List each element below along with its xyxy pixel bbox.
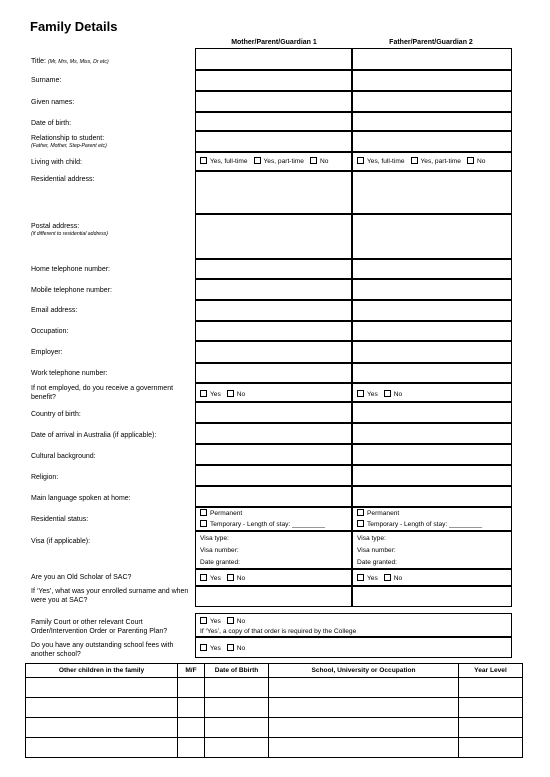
living-options-row-1 bbox=[200, 157, 328, 166]
occupation-input-1[interactable] bbox=[195, 321, 352, 341]
child-gender-cell[interactable] bbox=[178, 678, 205, 698]
checkbox-icon[interactable] bbox=[227, 617, 234, 624]
residential-address-input-1[interactable] bbox=[195, 171, 352, 214]
fees-yes[interactable]: Yes bbox=[200, 645, 221, 652]
fees-no[interactable]: No bbox=[227, 645, 245, 652]
title-label: Title: (Mr, Mrs, Ms, Miss, Dr etc) bbox=[31, 58, 109, 65]
dob-input-1[interactable] bbox=[195, 112, 352, 131]
child-dob-cell[interactable] bbox=[205, 678, 269, 698]
language-label: Main language spoken at home: bbox=[31, 495, 131, 502]
status-temporary-1[interactable]: Temporary - Length of stay: _________ bbox=[200, 520, 325, 529]
residential-status-label: Residential status: bbox=[31, 516, 89, 523]
employer-input-2[interactable] bbox=[352, 341, 512, 363]
country-input-2[interactable] bbox=[352, 402, 512, 423]
postal-address-label: Postal address: (if different to residential address) bbox=[31, 222, 196, 238]
checkbox-icon[interactable] bbox=[411, 157, 418, 164]
checkbox-icon[interactable] bbox=[200, 520, 207, 527]
court-order-no[interactable]: No bbox=[227, 618, 245, 625]
child-name-cell[interactable] bbox=[26, 698, 178, 718]
old-scholar-yes-1[interactable]: Yes bbox=[200, 575, 221, 582]
religion-label: Religion: bbox=[31, 474, 59, 481]
checkbox-icon[interactable] bbox=[254, 157, 261, 164]
home-phone-label: Home telephone number: bbox=[31, 266, 110, 273]
court-order-label: Family Court or other relevant Court Order/Intervention Order or Parenting Plan? bbox=[31, 619, 168, 635]
header-school: School, University or Occupation bbox=[269, 664, 459, 678]
checkbox-icon[interactable] bbox=[227, 644, 234, 651]
residential-address-label: Residential address: bbox=[31, 176, 95, 183]
column-header-guardian-1: Mother/Parent/Guardian 1 bbox=[231, 39, 317, 46]
checkbox-icon[interactable] bbox=[200, 617, 207, 624]
arrival-input-1[interactable] bbox=[195, 423, 352, 444]
child-dob-cell[interactable] bbox=[205, 718, 269, 738]
child-name-cell[interactable] bbox=[26, 718, 178, 738]
outstanding-fees-label: Do you have any outstanding school fees with another school? bbox=[31, 642, 174, 658]
postal-address-input-2[interactable] bbox=[352, 214, 512, 259]
enrolled-surname-input-1[interactable] bbox=[195, 586, 352, 607]
work-phone-label: Work telephone number: bbox=[31, 370, 108, 377]
given-names-label: Given names: bbox=[31, 99, 75, 106]
benefit-options-row-1 bbox=[200, 390, 245, 399]
table-row bbox=[26, 678, 523, 698]
relationship-label: Relationship to student: (Father, Mother, Step-Parent etc) bbox=[31, 134, 196, 150]
old-scholar-no-1[interactable]: No bbox=[227, 575, 245, 582]
mobile-input-1[interactable] bbox=[195, 279, 352, 300]
mobile-input-2[interactable] bbox=[352, 279, 512, 300]
child-year-cell[interactable] bbox=[459, 718, 523, 738]
dob-input-2[interactable] bbox=[352, 112, 512, 131]
home-phone-input-1[interactable] bbox=[195, 259, 352, 279]
postal-hint: (if different to residential address) bbox=[31, 231, 108, 237]
residential-address-input-2[interactable] bbox=[352, 171, 512, 214]
court-order-options bbox=[200, 617, 245, 626]
checkbox-icon[interactable] bbox=[357, 157, 364, 164]
living-yes-fulltime-2[interactable]: Yes, full-time bbox=[357, 158, 405, 165]
living-label: Living with child: bbox=[31, 159, 82, 166]
child-school-cell[interactable] bbox=[269, 678, 459, 698]
child-gender-cell[interactable] bbox=[178, 738, 205, 758]
child-gender-cell[interactable] bbox=[178, 698, 205, 718]
table-row bbox=[26, 698, 523, 718]
court-order-note: If ‘Yes’, a copy of that order is required by the College bbox=[200, 628, 357, 635]
benefit-label: If not employed, do you receive a government benefit? bbox=[31, 385, 174, 401]
relationship-input-2[interactable] bbox=[352, 131, 512, 152]
postal-address-input-1[interactable] bbox=[195, 214, 352, 259]
surname-input-2[interactable] bbox=[352, 70, 512, 91]
surname-label: Surname: bbox=[31, 77, 62, 84]
status-permanent-2[interactable]: Permanent bbox=[357, 509, 399, 518]
checkbox-icon[interactable] bbox=[357, 390, 364, 397]
title-hint: (Mr, Mrs, Ms, Miss, Dr etc) bbox=[47, 59, 109, 65]
title-input-2[interactable] bbox=[352, 48, 512, 70]
checkbox-icon[interactable] bbox=[310, 157, 317, 164]
employer-input-1[interactable] bbox=[195, 341, 352, 363]
visa-date-granted-2: Date granted: bbox=[357, 559, 397, 566]
child-school-cell[interactable] bbox=[269, 718, 459, 738]
old-scholar-yes-2[interactable]: Yes bbox=[357, 575, 378, 582]
child-school-cell[interactable] bbox=[269, 698, 459, 718]
living-yes-fulltime-1[interactable]: Yes, full-time bbox=[200, 158, 248, 165]
language-input-1[interactable] bbox=[195, 486, 352, 507]
surname-input-1[interactable] bbox=[195, 70, 352, 91]
benefit-yes-1[interactable]: Yes bbox=[200, 391, 221, 398]
title-input-1[interactable] bbox=[195, 48, 352, 70]
enrolled-surname-input-2[interactable] bbox=[352, 586, 512, 607]
checkbox-icon[interactable] bbox=[200, 390, 207, 397]
religion-input-1[interactable] bbox=[195, 465, 352, 486]
religion-input-2[interactable] bbox=[352, 465, 512, 486]
benefit-options-row-2 bbox=[357, 390, 402, 399]
old-scholar-no-2[interactable]: No bbox=[384, 575, 402, 582]
checkbox-icon[interactable] bbox=[200, 509, 207, 516]
email-label: Email address: bbox=[31, 307, 78, 314]
old-scholar-label: Are you an Old Scholar of SAC? bbox=[31, 574, 132, 581]
visa-number-1: Visa number: bbox=[200, 547, 239, 554]
language-input-2[interactable] bbox=[352, 486, 512, 507]
benefit-no-1[interactable]: No bbox=[227, 391, 245, 398]
occupation-input-2[interactable] bbox=[352, 321, 512, 341]
benefit-yes-2[interactable]: Yes bbox=[357, 391, 378, 398]
visa-type-2: Visa type: bbox=[357, 535, 386, 542]
table-row bbox=[26, 738, 523, 758]
child-school-cell[interactable] bbox=[269, 738, 459, 758]
cultural-label: Cultural background: bbox=[31, 453, 96, 460]
mobile-label: Mobile telephone number: bbox=[31, 287, 112, 294]
country-input-1[interactable] bbox=[195, 402, 352, 423]
email-input-1[interactable] bbox=[195, 300, 352, 321]
living-yes-parttime-2[interactable]: Yes, part-time bbox=[411, 158, 461, 165]
dob-label: Date of birth: bbox=[31, 120, 72, 127]
child-gender-cell[interactable] bbox=[178, 718, 205, 738]
arrival-label: Date of arrival in Australia (if applicable): bbox=[31, 432, 157, 439]
occupation-label: Occupation: bbox=[31, 328, 69, 335]
status-temporary-2[interactable]: Temporary - Length of stay: _________ bbox=[357, 520, 482, 529]
visa-date-granted-1: Date granted: bbox=[200, 559, 240, 566]
child-dob-cell[interactable] bbox=[205, 738, 269, 758]
child-name-cell[interactable] bbox=[26, 738, 178, 758]
relationship-hint: (Father, Mother, Step-Parent etc) bbox=[31, 143, 107, 149]
table-header-row bbox=[26, 664, 523, 678]
home-phone-input-2[interactable] bbox=[352, 259, 512, 279]
page-title: Family Details bbox=[30, 19, 118, 34]
given-names-input-1[interactable] bbox=[195, 91, 352, 112]
living-yes-parttime-1[interactable]: Yes, part-time bbox=[254, 158, 304, 165]
enrolled-surname-label: If ‘Yes’, what was your enrolled surname and when were you at SAC? bbox=[31, 588, 189, 604]
work-phone-input-2[interactable] bbox=[352, 363, 512, 383]
checkbox-icon[interactable] bbox=[357, 520, 364, 527]
header-gender: M/F bbox=[178, 664, 205, 678]
employer-label: Employer: bbox=[31, 349, 63, 356]
header-year-level: Year Level bbox=[459, 664, 523, 678]
living-no-2[interactable]: No bbox=[467, 158, 485, 165]
cultural-input-2[interactable] bbox=[352, 444, 512, 465]
status-permanent-1[interactable]: Permanent bbox=[200, 509, 242, 518]
header-other-children: Other children in the family bbox=[26, 664, 178, 678]
other-children-table bbox=[25, 663, 523, 758]
old-scholar-options-row-1 bbox=[200, 574, 245, 583]
column-header-guardian-2: Father/Parent/Guardian 2 bbox=[389, 39, 473, 46]
checkbox-icon[interactable] bbox=[467, 157, 474, 164]
relationship-input-1[interactable] bbox=[195, 131, 352, 152]
fees-options bbox=[200, 644, 245, 653]
arrival-input-2[interactable] bbox=[352, 423, 512, 444]
visa-number-2: Visa number: bbox=[357, 547, 396, 554]
given-names-input-2[interactable] bbox=[352, 91, 512, 112]
table-row bbox=[26, 718, 523, 738]
email-input-2[interactable] bbox=[352, 300, 512, 321]
checkbox-icon[interactable] bbox=[384, 574, 391, 581]
child-year-cell[interactable] bbox=[459, 738, 523, 758]
visa-label: Visa (if applicable): bbox=[31, 538, 91, 545]
old-scholar-options-row-2 bbox=[357, 574, 402, 583]
child-dob-cell[interactable] bbox=[205, 698, 269, 718]
living-options-row-2 bbox=[357, 157, 485, 166]
checkbox-icon[interactable] bbox=[357, 509, 364, 516]
country-label: Country of birth: bbox=[31, 411, 81, 418]
checkbox-icon[interactable] bbox=[200, 574, 207, 581]
checkbox-icon[interactable] bbox=[200, 644, 207, 651]
checkbox-icon[interactable] bbox=[227, 574, 234, 581]
court-order-yes[interactable]: Yes bbox=[200, 618, 221, 625]
checkbox-icon[interactable] bbox=[357, 574, 364, 581]
checkbox-icon[interactable] bbox=[384, 390, 391, 397]
cultural-input-1[interactable] bbox=[195, 444, 352, 465]
child-name-cell[interactable] bbox=[26, 678, 178, 698]
visa-type-1: Visa type: bbox=[200, 535, 229, 542]
checkbox-icon[interactable] bbox=[227, 390, 234, 397]
living-no-1[interactable]: No bbox=[310, 158, 328, 165]
child-year-cell[interactable] bbox=[459, 698, 523, 718]
checkbox-icon[interactable] bbox=[200, 157, 207, 164]
benefit-no-2[interactable]: No bbox=[384, 391, 402, 398]
work-phone-input-1[interactable] bbox=[195, 363, 352, 383]
child-year-cell[interactable] bbox=[459, 678, 523, 698]
header-date-of-birth: Date of Bbirth bbox=[205, 664, 269, 678]
